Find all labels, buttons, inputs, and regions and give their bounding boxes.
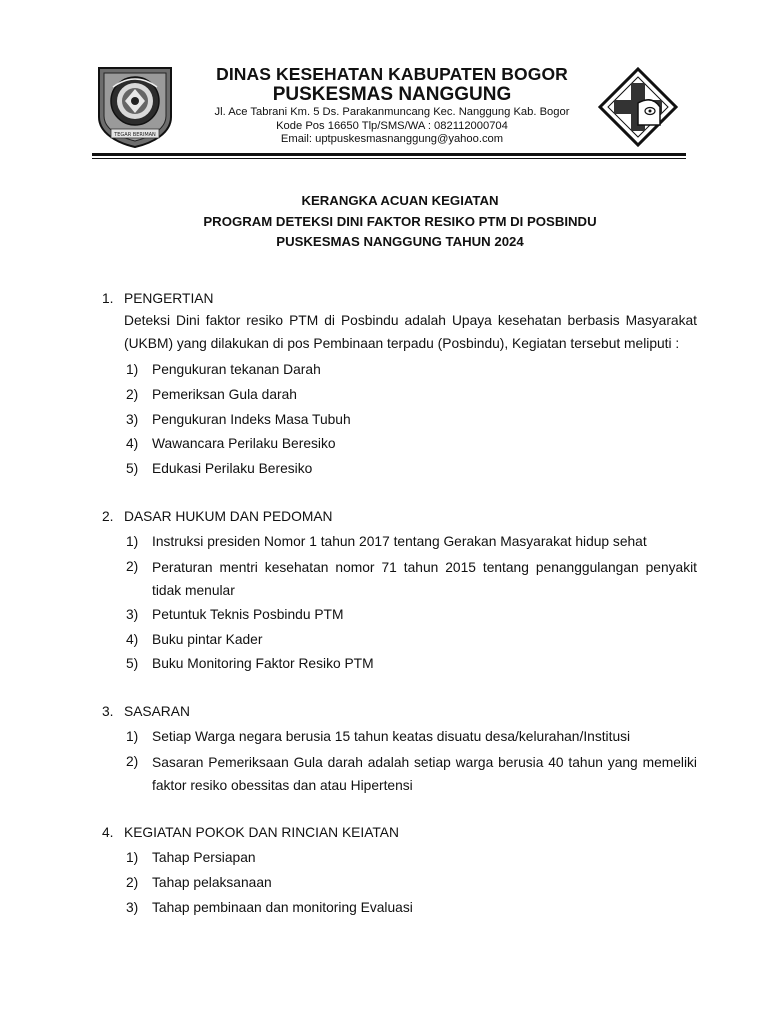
section-sasaran (102, 702, 697, 798)
item-text: Edukasi Perilaku Beresiko (152, 461, 313, 477)
list-item (126, 457, 697, 482)
item-list (126, 530, 697, 677)
puskesmas-cross-logo-icon (598, 67, 678, 147)
item-number: 3) (126, 606, 139, 622)
item-number: 2) (126, 753, 139, 769)
letterhead (180, 64, 604, 147)
list-item (126, 871, 697, 896)
section-heading (102, 702, 697, 722)
list-item (126, 652, 697, 677)
email-line: Email: uptpuskesmasnanggung@yahoo.com (280, 133, 504, 145)
section-title: SASARAN (124, 704, 190, 720)
list-item (126, 555, 697, 603)
item-text: Pemeriksan Gula darah (152, 386, 297, 402)
item-number: 3) (126, 411, 139, 427)
section-title: PENGERTIAN (124, 291, 214, 306)
item-text: Buku pintar Kader (152, 631, 263, 647)
item-number: 1) (126, 362, 139, 377)
item-text: Setiap Warga negara berusia 15 tahun keatas disuatu desa/kelurahan/Institusi (152, 729, 631, 745)
document-body (102, 289, 697, 920)
section-paragraph: Deteksi Dini faktor resiko PTM di Posbindu adalah Upaya kesehatan berbasis Masyarakat (UKBM) yang dilakukan di pos Pembinaan terpadu (Posbindu), Kegiatan tersebut meliputi : (124, 313, 697, 351)
document-title (100, 191, 700, 253)
item-number: 2) (126, 874, 139, 890)
title-line-3: PUSKESMAS NANGGUNG TAHUN 2024 (276, 234, 524, 249)
section-number: 1. (102, 291, 114, 306)
section-kegiatan-pokok (102, 823, 697, 920)
list-item (126, 725, 697, 750)
item-number: 5) (126, 461, 139, 477)
section-number: 4. (102, 824, 114, 840)
item-text: Buku Monitoring Faktor Resiko PTM (152, 656, 374, 672)
section-title: KEGIATAN POKOK DAN RINCIAN KEIATAN (124, 824, 399, 840)
item-list (126, 725, 697, 798)
section-heading (102, 823, 697, 843)
item-number: 4) (126, 436, 139, 452)
item-text: Tahap Persiapan (152, 849, 256, 865)
postal-line: Kode Pos 16650 Tlp/SMS/WA : 082112000704 (276, 119, 508, 132)
item-number: 1) (126, 729, 139, 745)
item-text: Petuntuk Teknis Posbindu PTM (152, 606, 344, 622)
section-pengertian (102, 289, 697, 482)
item-number: 4) (126, 631, 139, 647)
list-item (126, 432, 697, 457)
list-item (126, 530, 697, 555)
kabupaten-bogor-crest-icon (95, 65, 175, 149)
item-text: Tahap pembinaan dan monitoring Evaluasi (152, 899, 413, 915)
item-list (126, 846, 697, 920)
list-item (126, 750, 697, 798)
section-number: 2. (102, 508, 114, 524)
agency-name: DINAS KESEHATAN KABUPATEN BOGOR (216, 64, 568, 84)
list-item (126, 603, 697, 628)
item-number: 5) (126, 656, 139, 672)
item-text: Pengukuran Indeks Masa Tubuh (152, 411, 351, 427)
section-dasar-hukum (102, 507, 697, 677)
letterhead-rule-thin (92, 158, 686, 159)
item-number: 3) (126, 899, 139, 915)
item-text: Instruksi presiden Nomor 1 tahun 2017 tentang Gerakan Masyarakat hidup sehat (152, 533, 647, 549)
list-item (126, 383, 697, 408)
section-heading (102, 289, 697, 309)
section-number: 3. (102, 704, 114, 720)
item-number: 2) (126, 386, 139, 402)
title-line-2: PROGRAM DETEKSI DINI FAKTOR RESIKO PTM DI POSBINDU (203, 213, 597, 229)
address-line: Jl. Ace Tabrani Km. 5 Ds. Parakanmuncang Kec. Nanggung Kab. Bogor (214, 106, 570, 118)
list-item (126, 358, 697, 383)
list-item (126, 846, 697, 871)
list-item (126, 408, 697, 433)
item-text: Pengukuran tekanan Darah (152, 362, 321, 377)
section-heading (102, 507, 697, 527)
title-line-1: KERANGKA ACUAN KEGIATAN (301, 193, 499, 208)
item-text: Tahap pelaksanaan (152, 874, 272, 890)
item-text: Peraturan mentri kesehatan nomor 71 tahun 2015 tentang penanggulangan penyakit tidak menular (152, 559, 697, 598)
item-list (126, 358, 697, 482)
item-number: 1) (126, 849, 139, 865)
section-title: DASAR HUKUM DAN PEDOMAN (124, 508, 333, 524)
item-text: Wawancara Perilaku Beresiko (152, 436, 336, 452)
list-item (126, 628, 697, 653)
list-item (126, 896, 697, 921)
svg-text:TEGAR BERIMAN: TEGAR BERIMAN (114, 132, 156, 138)
item-number: 1) (126, 533, 139, 549)
unit-name: PUSKESMAS NANGGUNG (272, 84, 512, 105)
item-number: 2) (126, 558, 139, 574)
item-text: Sasaran Pemeriksaan Gula darah adalah setiap warga berusia 40 tahun yang memeliki faktor resiko obessitas dan atau Hipertensi (152, 754, 697, 793)
letterhead-rule-thick (92, 153, 686, 156)
